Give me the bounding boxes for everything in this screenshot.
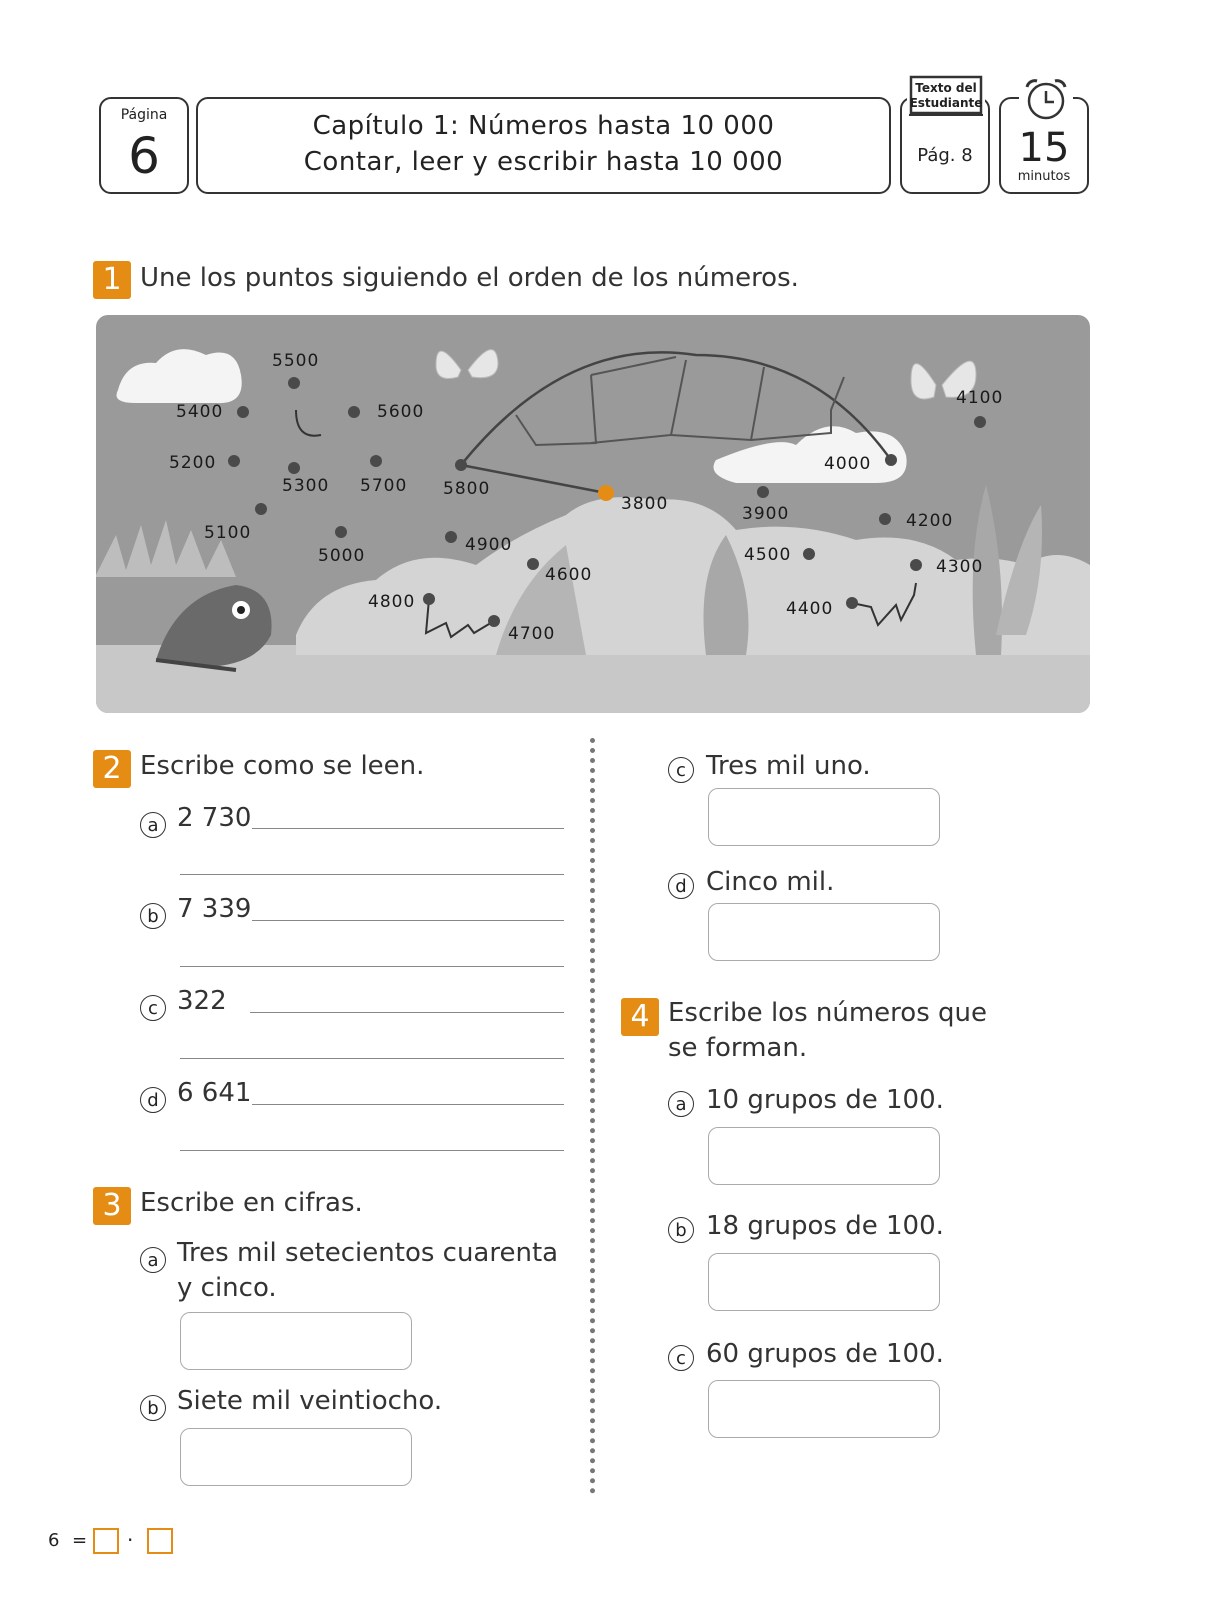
exercise-1-title: Une los puntos siguiendo el orden de los números. [140,263,799,293]
item-letter-b: b [668,1217,694,1243]
dot-label: 3800 [621,494,669,514]
item-letter-c: c [668,1345,694,1371]
answer-line[interactable] [180,966,564,967]
exercise-3-badge: 3 [93,1187,131,1225]
answer-box[interactable] [708,1127,940,1185]
chapter-title: Capítulo 1: Números hasta 10 000 [312,111,775,141]
dot-label: 4800 [368,592,416,612]
chapter-box [196,97,891,194]
book-icon [907,73,985,121]
dot-label: 5500 [272,351,320,371]
number-to-read: 7 339 [177,894,252,924]
time-box [999,97,1089,194]
answer-line[interactable] [180,1058,564,1059]
item-text: y cinco. [177,1273,277,1303]
answer-box[interactable] [180,1312,412,1370]
dot-label: 3900 [742,504,790,524]
number-to-read: 6 641 [177,1078,252,1108]
item-text: 10 grupos de 100. [706,1085,944,1115]
item-letter-b: b [140,1395,166,1421]
dot-label: 4300 [936,557,984,577]
dot-label: 4200 [906,511,954,531]
dot-label: 5300 [282,476,330,496]
book-label-1: Texto del [915,81,977,95]
number-to-read: 2 730 [177,803,252,833]
answer-box[interactable] [708,1253,940,1311]
dot-label: 4000 [824,454,872,474]
dot-label: 5400 [176,402,224,422]
textbook-ref-box [900,81,990,194]
dot-label: 5100 [204,523,252,543]
item-letter-d: d [668,873,694,899]
exercise-4-title-cont: se forman. [668,1033,808,1063]
item-text: Tres mil setecientos cuarenta [177,1238,559,1268]
answer-box[interactable] [708,788,940,846]
exercise-2-title: Escribe como se leen. [140,751,425,781]
item-text: Siete mil veintiocho. [177,1386,443,1416]
book-label-2: Estudiante [909,96,983,110]
dot-label: 4700 [508,624,556,644]
dot-label: 4600 [545,565,593,585]
number-to-read: 322 [177,986,227,1016]
exercise-4-badge: 4 [621,998,659,1036]
item-letter-a: a [668,1091,694,1117]
dot-label: 5200 [169,453,217,473]
dot-label: 5600 [377,402,425,422]
dot-label: 4100 [956,388,1004,408]
connect-dots-illustration [96,315,1090,713]
item-letter-b: b [140,903,166,929]
dot-label: 4900 [465,535,513,555]
textbook-page-ref: Pág. 8 [917,145,973,166]
answer-line[interactable] [252,920,564,921]
footer-dot: · [127,1528,134,1552]
dot-label: 5000 [318,546,366,566]
item-letter-d: d [140,1087,166,1113]
minutes-label: minutos [1017,169,1071,184]
item-text: 18 grupos de 100. [706,1211,944,1241]
dot-label: 5700 [360,476,408,496]
answer-line[interactable] [250,1012,564,1013]
footer-equals: = [72,1530,88,1551]
item-text: Cinco mil. [706,867,835,897]
page-label: Página [120,107,168,123]
dot-label: 5800 [443,479,491,499]
footer-box [93,1528,119,1554]
exercise-1-badge: 1 [93,261,131,299]
answer-line[interactable] [180,874,564,875]
alarm-clock-icon [1019,77,1073,123]
answer-box[interactable] [708,1380,940,1438]
footer-box [147,1528,173,1554]
item-letter-a: a [140,812,166,838]
page-number-box [99,97,189,194]
answer-line[interactable] [180,1150,564,1151]
exercise-3-title: Escribe en cifras. [140,1188,363,1218]
answer-line[interactable] [252,1104,564,1105]
footer-page-number: 6 [48,1530,60,1551]
item-letter-c: c [668,757,694,783]
minutes-value: 15 [1018,125,1070,171]
chapter-subtitle: Contar, leer y escribir hasta 10 000 [303,147,784,177]
exercise-2-badge: 2 [93,750,131,788]
item-text: 60 grupos de 100. [706,1339,944,1369]
answer-box[interactable] [180,1428,412,1486]
item-letter-a: a [140,1247,166,1273]
answer-box[interactable] [708,903,940,961]
column-divider [590,738,595,1494]
dot-label: 4500 [744,545,792,565]
page-number: 6 [128,127,160,185]
item-letter-c: c [140,995,166,1021]
item-text: Tres mil uno. [706,751,871,781]
answer-line[interactable] [252,828,564,829]
dot-label: 4400 [786,599,834,619]
exercise-4-title: Escribe los números que [668,998,987,1028]
